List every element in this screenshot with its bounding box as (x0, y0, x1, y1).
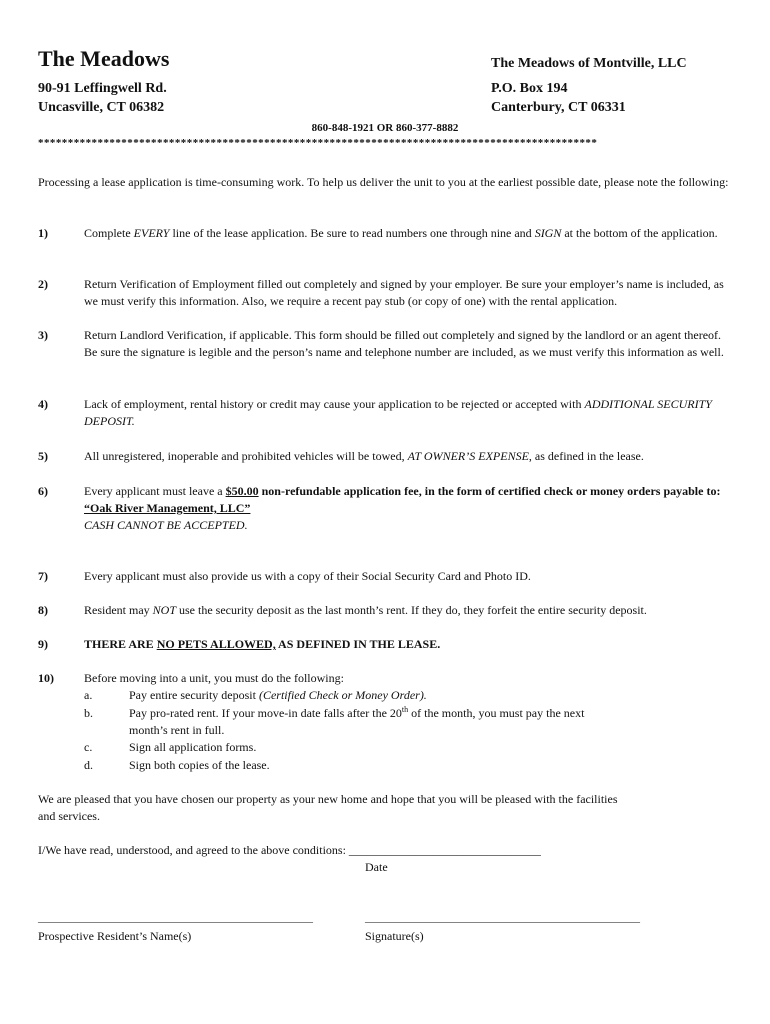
header-divider: ********************************************************************************************** (38, 137, 598, 149)
payee-name: “Oak River Management, LLC” (84, 501, 251, 515)
agreement-date-line[interactable]: I/We have read, understood, and agreed to the above conditions: ________________________________ (38, 843, 541, 857)
signature-label: Signature(s) (365, 929, 424, 943)
company-address-line2: Canterbury, CT 06331 (491, 100, 626, 115)
subitem-a-text: Pay entire security deposit (Certified Check or Money Order). (129, 688, 427, 702)
subitem-c-text: Sign all application forms. (129, 740, 257, 754)
item-number-2: 2) (38, 277, 48, 291)
subitem-label-d: d. (84, 758, 93, 772)
date-label: Date (365, 860, 388, 874)
item-10-text: Before moving into a unit, you must do the following: (84, 671, 344, 685)
property-address-line1: 90-91 Leffingwell Rd. (38, 81, 167, 96)
item-8-text: Resident may NOT use the security deposit as the last month’s rent. If they do, they forfeit the entire security deposit. (84, 603, 647, 617)
signature-line[interactable]: __________________________________________________ (365, 912, 640, 924)
company-name: The Meadows of Montville, LLC (491, 56, 687, 71)
resident-name-label: Prospective Resident’s Name(s) (38, 929, 192, 943)
item-number-5: 5) (38, 449, 48, 463)
company-address-line1: P.O. Box 194 (491, 81, 568, 96)
item-3-text: Return Landlord Verification, if applicable. This form should be filled out completely and signed by the landlord or an agent thereof. Be sure the signature is legible and the person’s name and telephone number are included, as we must verify this information as well. (84, 328, 724, 359)
subitem-d-text: Sign both copies of the lease. (129, 758, 270, 772)
item-number-1: 1) (38, 226, 48, 240)
property-title: The Meadows (38, 46, 170, 71)
intro-paragraph: Processing a lease application is time-consuming work. To help us deliver the unit to you at the earliest possible date, please note the following: (38, 175, 729, 189)
resident-name-line[interactable]: __________________________________________________ (38, 912, 313, 924)
item-number-7: 7) (38, 569, 48, 583)
item-number-3: 3) (38, 328, 48, 342)
item-5-text: All unregistered, inoperable and prohibited vehicles will be towed, AT OWNER’S EXPENSE, as defined in the lease. (84, 449, 644, 463)
subitem-b-text: Pay pro-rated rent. If your move-in date falls after the 20th of the month, you must pay the next month’s rent in full. (129, 705, 585, 737)
cash-notice: CASH CANNOT BE ACCEPTED. (84, 518, 248, 532)
phone-numbers: 860-848-1921 OR 860-377-8882 (311, 122, 459, 134)
subitem-label-b: b. (84, 706, 93, 720)
subitem-label-a: a. (84, 688, 93, 702)
item-4-text: Lack of employment, rental history or credit may cause your application to be rejected or accepted with ADDITIONAL SECURITY DEPOSIT. (84, 397, 712, 428)
closing-paragraph: We are pleased that you have chosen our property as your new home and hope that you will be pleased with the facilities and services. (38, 792, 618, 823)
property-address-line2: Uncasville, CT 06382 (38, 100, 165, 115)
item-number-9: 9) (38, 637, 48, 651)
item-2-text: Return Verification of Employment filled out completely and signed by your employer. Be sure your employer’s name is included, as we must verify this information. Also, we require a recent pay stub (or copy of one) with the rental application. (84, 277, 724, 308)
item-7-text: Every applicant must also provide us with a copy of their Social Security Card and Photo ID. (84, 569, 531, 583)
subitem-label-c: c. (84, 740, 93, 754)
item-number-4: 4) (38, 397, 48, 411)
item-9-text: THERE ARE NO PETS ALLOWED, AS DEFINED IN THE LEASE. (84, 637, 441, 651)
item-6-text: Every applicant must leave a $50.00 non-refundable application fee, in the form of certified check or money orders payable to: “Oak River Management, LLC” CASH CANNOT BE ACCEPTED. (84, 483, 734, 534)
item-number-8: 8) (38, 603, 48, 617)
item-number-10: 10) (38, 671, 54, 685)
item-1-text: Complete EVERY line of the lease application. Be sure to read numbers one through nine and SIGN at the bottom of the application. (84, 226, 718, 240)
item-number-6: 6) (38, 484, 48, 498)
